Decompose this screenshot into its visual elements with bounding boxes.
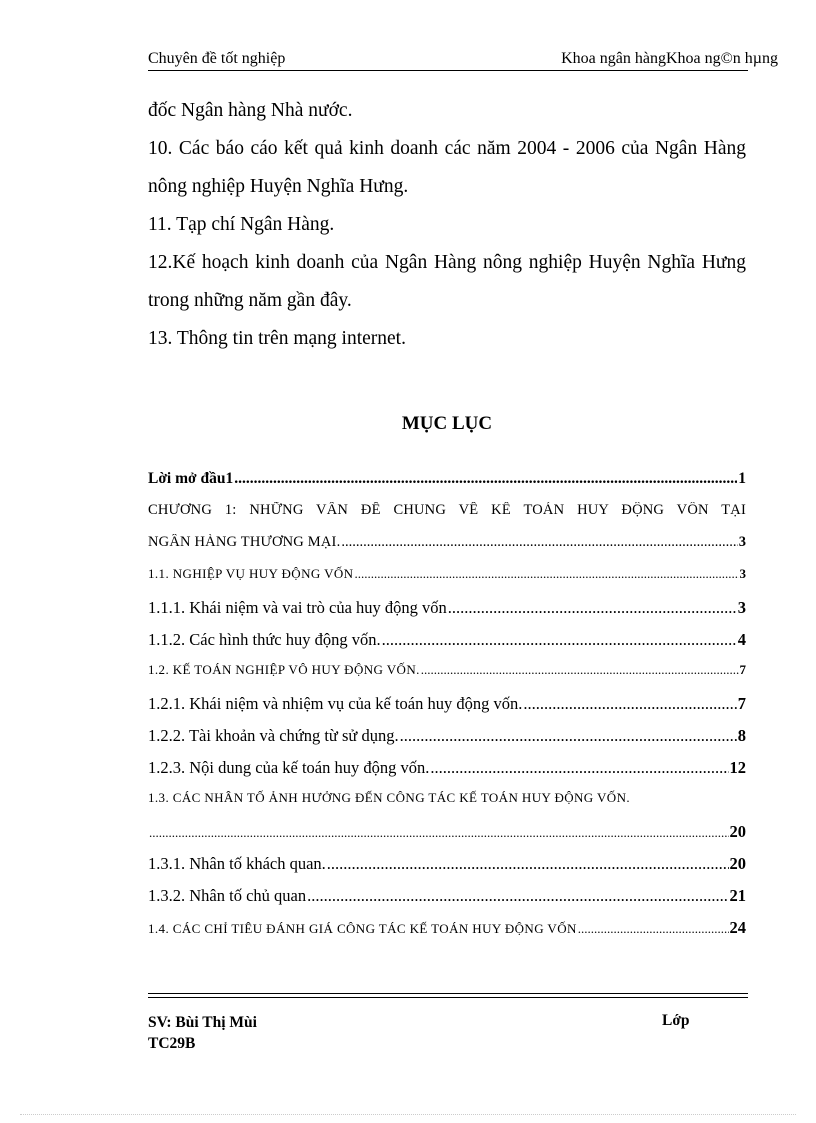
toc-entry-text: 1.2.1. Khái niệm và nhiệm vụ của kế toán huy động vốn. bbox=[148, 694, 523, 713]
toc-entry-text: NGÂN HÀNG THƯƠNG MẠI. bbox=[148, 534, 341, 550]
toc-leader bbox=[341, 534, 737, 551]
footer-student bbox=[148, 1012, 257, 1054]
class-code: TC29B bbox=[148, 1035, 196, 1052]
toc-entry-text: 1.3.1. Nhân tố khách quan. bbox=[148, 854, 326, 873]
toc-entry-page: 1 bbox=[738, 470, 746, 487]
toc-entry bbox=[148, 470, 746, 502]
toc-entry-text: 1.4. CÁC CHỈ TIÊU ĐÁNH GIÁ CÔNG TÁC KẾ TOÁN HUY ĐỘNG VỐN bbox=[148, 921, 577, 936]
toc-entry bbox=[148, 630, 746, 662]
toc-leader bbox=[421, 662, 739, 678]
toc-leader bbox=[448, 598, 737, 618]
toc-entry-text: 1.1.1. Khái niệm và vai trò của huy động vốn bbox=[148, 598, 447, 617]
toc-entry-page: 3 bbox=[739, 566, 746, 581]
toc-leader bbox=[149, 825, 729, 841]
toc-entry-page: 20 bbox=[729, 854, 746, 873]
toc-entry-text: 1.3.2. Nhân tố chủ quan bbox=[148, 886, 307, 905]
toc-entry bbox=[148, 662, 746, 694]
reference-item: 12.Kế hoạch kinh doanh của Ngân Hàng nông nghiệp Huyện Nghĩa Hưng trong những năm gần đây. bbox=[148, 252, 746, 311]
toc-entry-page: 12 bbox=[729, 758, 746, 777]
student-name: SV: Bùi Thị Mùi bbox=[148, 1014, 257, 1031]
toc-entry-page: 3 bbox=[738, 534, 746, 550]
toc-entry-page: 8 bbox=[737, 726, 746, 745]
toc-entry-text: Lời mở đầu1 bbox=[148, 470, 234, 487]
class-label: Lớp bbox=[662, 1012, 690, 1029]
toc-entry-page: 20 bbox=[729, 822, 746, 841]
toc-leader bbox=[382, 630, 737, 650]
reference-item: 13. Thông tin trên mạng internet. bbox=[148, 328, 406, 349]
toc-entry-text: 1.2.2. Tài khoản và chứng từ sử dụng. bbox=[148, 726, 399, 745]
toc-entry bbox=[148, 886, 746, 918]
toc-entry-page: 24 bbox=[729, 918, 746, 937]
toc-entry bbox=[148, 918, 746, 950]
toc-entry bbox=[148, 566, 746, 598]
page-header bbox=[148, 50, 778, 72]
toc-entry-text: CHƯƠNG 1: NHỮNG VẤN ĐỀ CHUNG VỀ KẾ TOÁN HUY ĐỘNG VỐN TẠI bbox=[148, 502, 746, 518]
toc-leader bbox=[234, 470, 737, 488]
header-left-text: Chuyên đề tốt nghiệp bbox=[148, 50, 286, 67]
toc-entry-text: 1.2. KẾ TOÁN NGHIỆP VÔ HUY ĐỘNG VỐN. bbox=[148, 662, 420, 677]
toc-entry bbox=[148, 726, 746, 758]
page-break-line bbox=[20, 1114, 796, 1115]
reference-item: đốc Ngân hàng Nhà nước. bbox=[148, 100, 353, 121]
toc-title: MỤC LỤC bbox=[401, 413, 493, 434]
toc-entry bbox=[148, 822, 746, 854]
toc-entry bbox=[148, 598, 746, 630]
toc-leader bbox=[354, 566, 738, 582]
toc-entry bbox=[148, 502, 746, 534]
toc-leader bbox=[327, 854, 729, 874]
toc-entry bbox=[148, 758, 746, 790]
reference-list bbox=[148, 92, 746, 358]
toc-leader bbox=[578, 921, 729, 937]
header-right-text: Khoa ngân hàngKhoa ng©n hµng bbox=[561, 50, 778, 67]
header-rule bbox=[148, 70, 748, 71]
reference-item: 10. Các báo cáo kết quả kinh doanh các năm 2004 - 2006 của Ngân Hàng nông nghiệp Huyện Nghĩa Hưng. bbox=[148, 138, 746, 197]
toc-entry bbox=[148, 694, 746, 726]
toc-entry-text: 1.2.3. Nội dung của kế toán huy động vốn. bbox=[148, 758, 430, 777]
table-of-contents bbox=[148, 470, 746, 950]
reference-item: 11. Tạp chí Ngân Hàng. bbox=[148, 214, 335, 235]
toc-entry-page: 3 bbox=[737, 598, 746, 617]
toc-entry bbox=[148, 790, 746, 822]
toc-entry-page: 7 bbox=[739, 662, 746, 677]
toc-entry bbox=[148, 854, 746, 886]
toc-entry bbox=[148, 534, 746, 566]
toc-entry-text: 1.1. NGHIỆP VỤ HUY ĐỘNG VỐN bbox=[148, 566, 354, 581]
toc-entry-page: 7 bbox=[737, 694, 746, 713]
toc-entry-text: 1.1.2. Các hình thức huy động vốn. bbox=[148, 630, 381, 649]
footer-rule bbox=[148, 993, 748, 994]
toc-entry-page: 4 bbox=[737, 630, 746, 649]
toc-leader bbox=[307, 886, 728, 906]
toc-entry-text: 1.3. CÁC NHÂN TỐ ẢNH HƯỞNG ĐẾN CÔNG TÁC KẾ TOÁN HUY ĐỘNG VỐN. bbox=[148, 790, 631, 805]
toc-leader bbox=[523, 694, 736, 714]
toc-leader bbox=[430, 758, 728, 778]
toc-entry-page: 21 bbox=[729, 886, 746, 905]
toc-leader bbox=[400, 726, 737, 746]
footer-rule bbox=[148, 997, 748, 998]
